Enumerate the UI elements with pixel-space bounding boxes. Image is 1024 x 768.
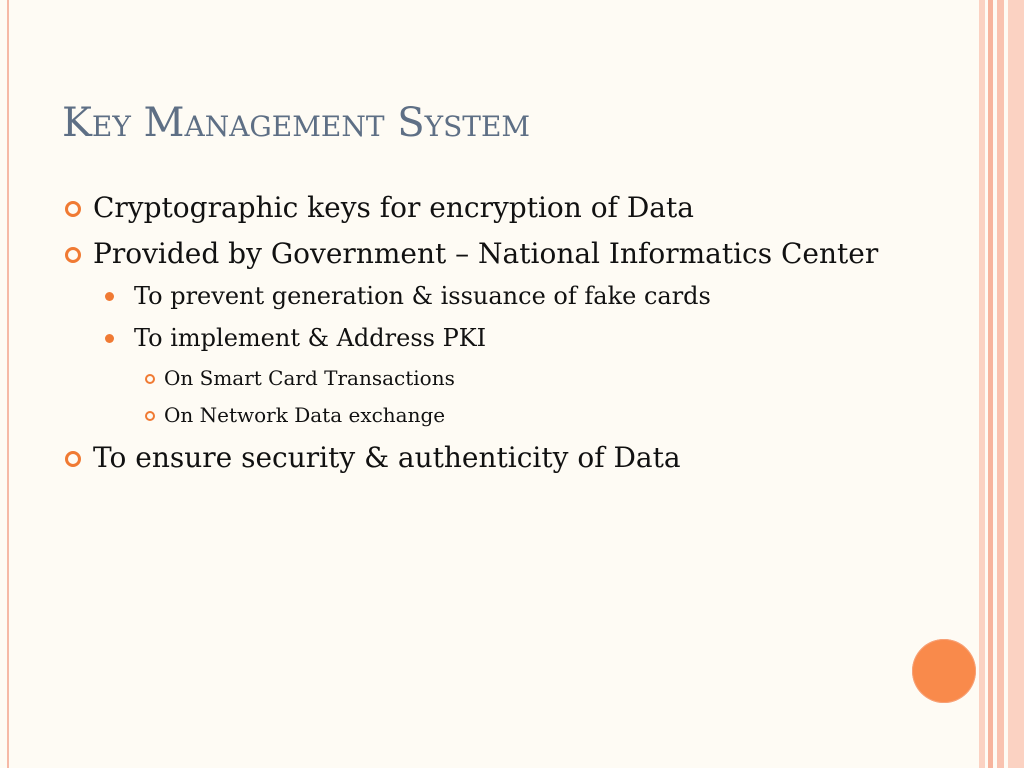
sub-bullet-text: To implement & Address PKI (134, 324, 487, 352)
slide-title: Key Management System (62, 100, 531, 146)
small-hollow-circle-bullet-icon (145, 374, 155, 384)
small-hollow-circle-bullet-icon (145, 411, 155, 421)
left-border-line (7, 0, 9, 768)
bullet-item (62, 188, 942, 228)
sub-sub-bullet-text: On Smart Card Transactions (164, 366, 455, 390)
sub-sub-bullet-text: On Network Data exchange (164, 403, 446, 427)
hollow-circle-bullet-icon (65, 247, 81, 263)
hollow-circle-bullet-icon (65, 451, 81, 467)
sub-bullet-item (62, 322, 942, 354)
filled-dot-bullet-icon (105, 292, 114, 301)
bullet-text: To ensure security & authenticity of Data (93, 441, 681, 474)
hollow-circle-bullet-icon (65, 201, 81, 217)
bullet-item (62, 438, 942, 478)
sub-sub-bullet-item (62, 364, 942, 392)
filled-dot-bullet-icon (105, 334, 114, 343)
bullet-text: Cryptographic keys for encryption of Data (93, 191, 694, 224)
sub-sub-bullet-item (62, 401, 942, 429)
bullet-item (62, 234, 942, 274)
bullet-text: Provided by Government – National Informatics Center (93, 237, 879, 270)
right-stripe (1008, 0, 1024, 768)
right-stripe (997, 0, 1004, 768)
sub-bullet-item (62, 280, 942, 312)
accent-circle (912, 639, 976, 703)
bullet-list (62, 188, 942, 484)
sub-bullet-text: To prevent generation & issuance of fake cards (134, 282, 711, 310)
